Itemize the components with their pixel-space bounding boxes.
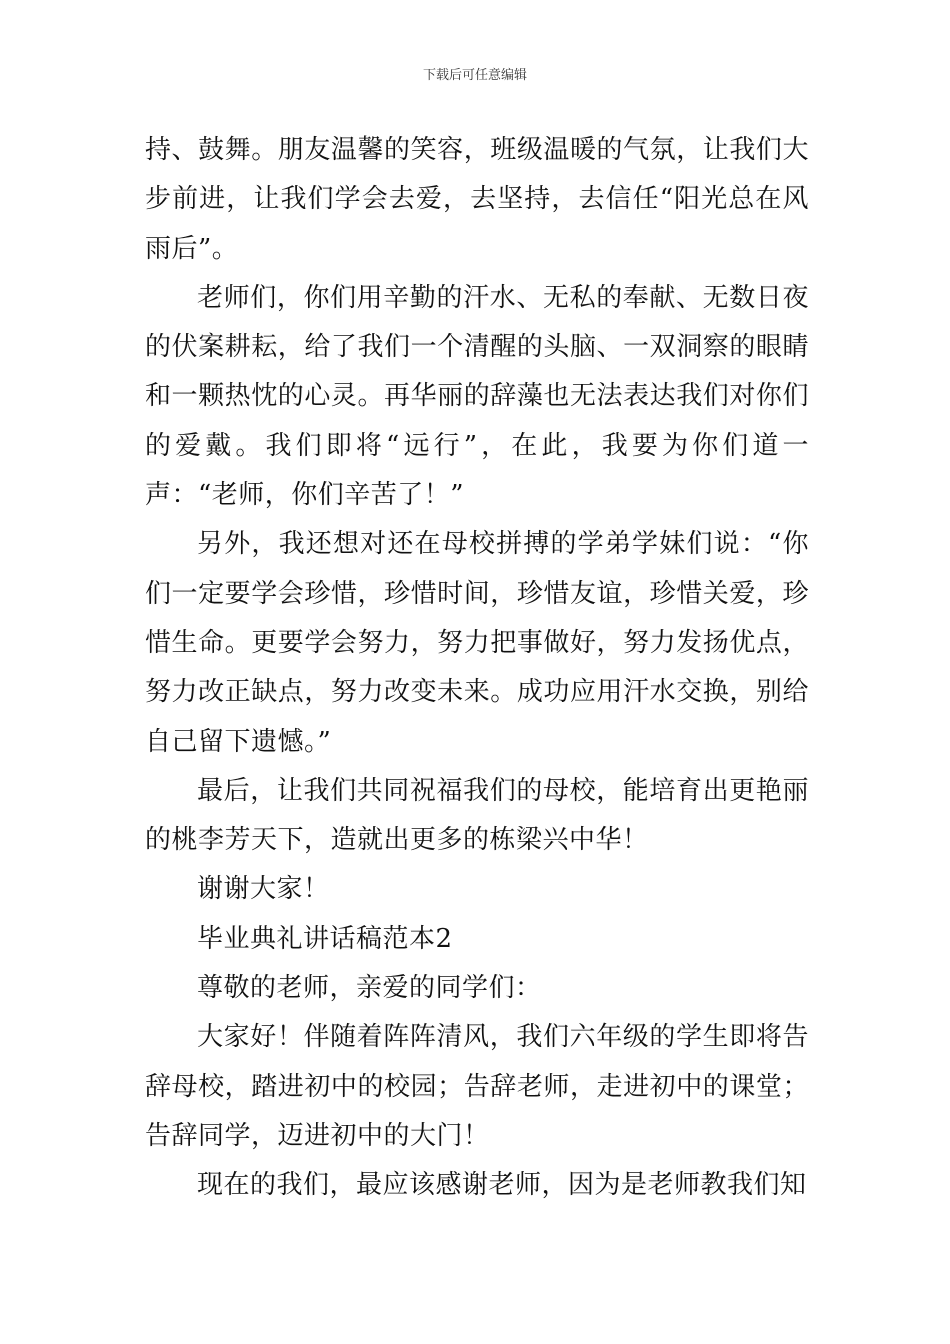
- section-title: 毕业典礼讲话稿范本2: [197, 923, 453, 954]
- paragraph-salutation: 尊敬的老师，亲爱的同学们：: [197, 973, 542, 1004]
- paragraph-continuation: 持、鼓舞。朋友温馨的笑容，班级温暖的气氛，让我们大步前进，让我们学会去爱，去坚持，去信任“阳光总在风雨后”。: [145, 135, 809, 264]
- paragraph-gratitude-start: 现在的我们，最应该感谢老师，因为是老师教我们知: [197, 1170, 807, 1201]
- paragraph-teachers-thanks: 老师们，你们用辛勤的汗水、无私的奉献、无数日夜的伏案耕耘，给了我们一个清醒的头脑、一双洞察的眼睛和一颗热忱的心灵。再华丽的辞藻也无法表达我们对你们的爱戴。我们即将“远行”，在此，我要为你们道一声：“老师，你们辛苦了！”: [145, 282, 809, 511]
- paragraph-closing-wishes: 最后，让我们共同祝福我们的母校，能培育出更艳丽的桃李芳天下，造就出更多的栋梁兴中华！: [145, 775, 809, 856]
- paragraph-thank-you: 谢谢大家！: [197, 874, 330, 905]
- page-header-note: 下载后可任意编辑: [422, 68, 527, 83]
- document-body: [145, 126, 809, 1210]
- paragraph-juniors-message: 另外，我还想对还在母校拼搏的学弟学妹们说：“你们一定要学会珍惜，珍惜时间，珍惜友谊，珍惜关爱，珍惜生命。更要学会努力，努力把事做好，努力发扬优点，努力改正缺点，努力改变未来。成功应用汗水交换，别给自己留下遗憾。”: [145, 529, 809, 757]
- paragraph-greeting: 大家好！伴随着阵阵清风，我们六年级的学生即将告辞母校，踏进初中的校园；告辞老师，走进初中的课堂；告辞同学，迈进初中的大门！: [145, 1022, 809, 1151]
